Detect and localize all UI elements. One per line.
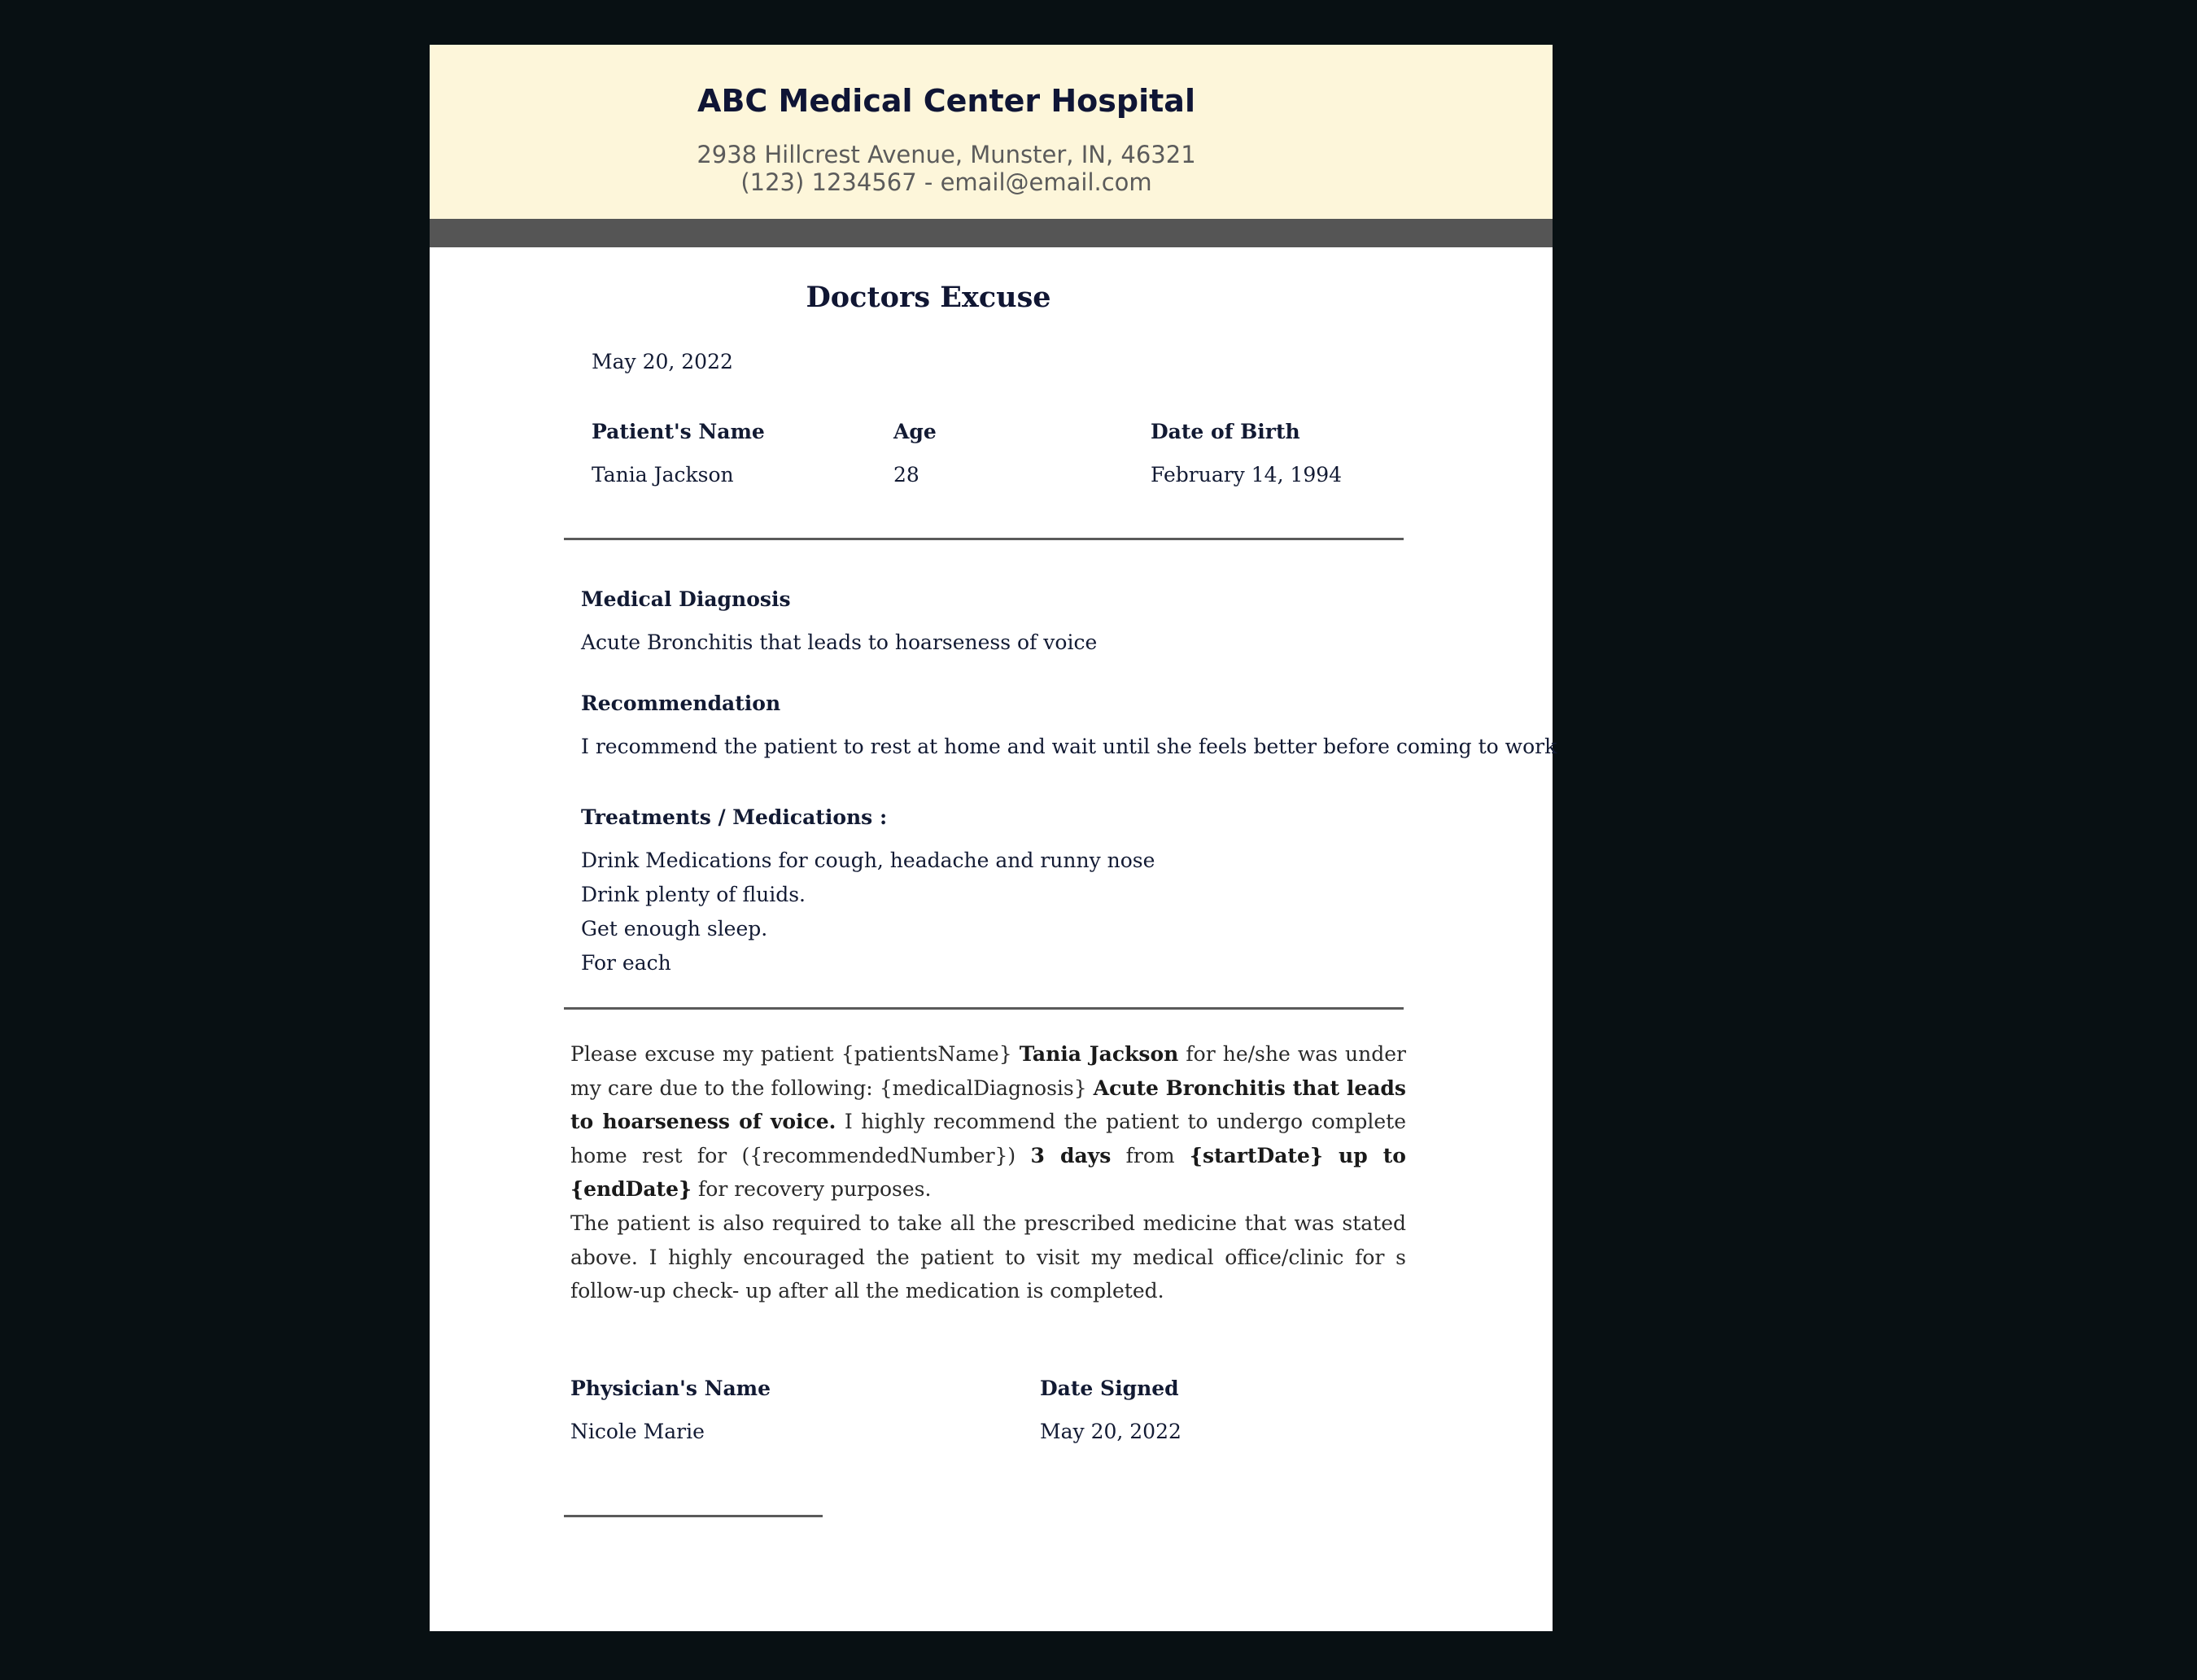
age-label: Age xyxy=(893,420,937,443)
physician-name-value: Nicole Marie xyxy=(570,1420,705,1443)
treatments-label: Treatments / Medications : xyxy=(581,805,888,829)
treatment-item: For each xyxy=(581,951,671,975)
header-divider-band xyxy=(430,219,1553,247)
letterhead xyxy=(430,45,1553,219)
treatment-item: Drink Medications for cough, headache and runny nose xyxy=(581,849,1155,872)
treatment-item: Drink plenty of fluids. xyxy=(581,883,806,906)
excuse-paragraph-1: Please excuse my patient {patientsName} Tania Jackson for he/she was under my care due to the following: {medicalDiagnosis} Acute Bronchitis that leads to hoarseness of voice. I highly recommend the patient to undergo complete home rest for ({recommendedNumber}) 3 days from {startDate} up to {endDate} for recovery purposes. xyxy=(570,1042,1407,1202)
recommendation-text: I recommend the patient to rest at home and wait until she feels better before coming to work xyxy=(581,735,1557,758)
treatment-item: Get enough sleep. xyxy=(581,917,768,940)
hospital-address: 2938 Hillcrest Avenue, Munster, IN, 46321 xyxy=(697,141,1196,168)
rest-days-emphasis: 3 days xyxy=(1030,1143,1112,1167)
diagnosis-emphasis: Acute Bronchitis that leads to hoarseness of voice. xyxy=(570,1076,1406,1134)
physician-name-label: Physician's Name xyxy=(570,1377,771,1400)
patient-name-label: Patient's Name xyxy=(592,420,765,443)
dob-value: February 14, 1994 xyxy=(1151,463,1343,487)
document-title: Doctors Excuse xyxy=(806,281,1051,314)
document-date: May 20, 2022 xyxy=(592,350,733,373)
document-page xyxy=(430,45,1557,1631)
hospital-contact: (123) 1234567 - email@email.com xyxy=(740,168,1152,196)
patient-name-emphasis: Tania Jackson xyxy=(1019,1042,1179,1066)
section-divider-top xyxy=(564,538,1404,540)
excuse-paragraph xyxy=(570,1037,1406,1308)
diagnosis-label: Medical Diagnosis xyxy=(581,587,791,611)
date-signed-label: Date Signed xyxy=(1040,1377,1179,1400)
age-value: 28 xyxy=(893,463,919,487)
dob-label: Date of Birth xyxy=(1151,420,1300,443)
excuse-paragraph-2: The patient is also required to take all the prescribed medicine that was stated above. I highly encouraged the patient to visit my medical office/clinic for s follow-up check- up after all the medication is completed. xyxy=(570,1211,1406,1303)
date-signed-value: May 20, 2022 xyxy=(1040,1420,1181,1443)
diagnosis-text: Acute Bronchitis that leads to hoarseness of voice xyxy=(581,631,1098,654)
date-range-emphasis: {startDate} up to {endDate} xyxy=(570,1143,1406,1202)
recommendation-label: Recommendation xyxy=(581,692,781,715)
patient-name-value: Tania Jackson xyxy=(592,463,734,487)
section-divider-bottom xyxy=(564,1007,1404,1010)
signature-line xyxy=(564,1515,823,1517)
hospital-name: ABC Medical Center Hospital xyxy=(697,83,1195,119)
